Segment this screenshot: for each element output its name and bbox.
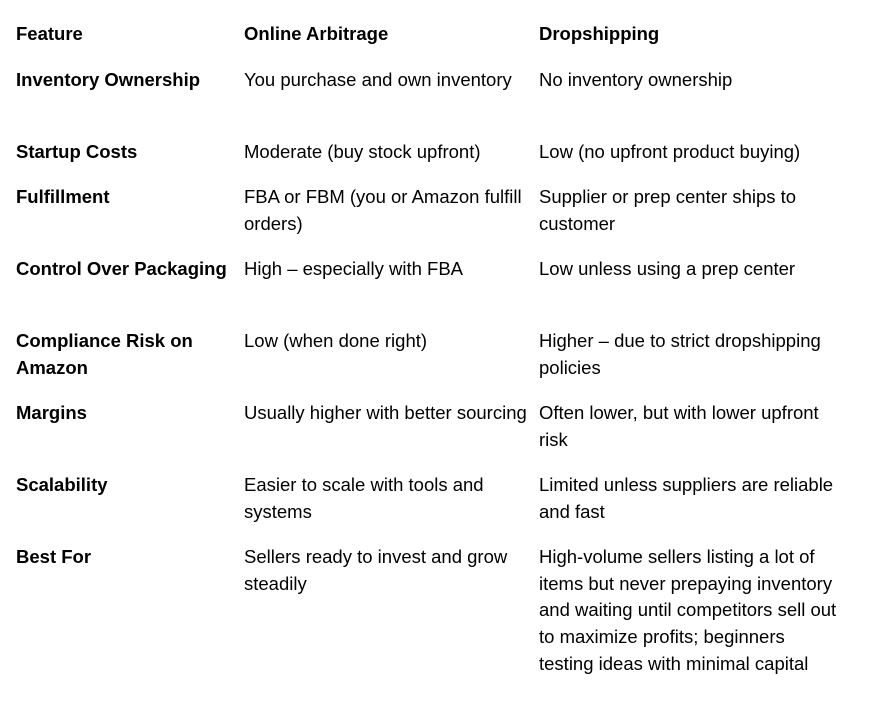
online-arbitrage-cell: Sellers ready to invest and grow steadily [244,546,508,594]
online-arbitrage-cell: Usually higher with better sourcing [244,402,527,423]
header-dropshipping: Dropshipping [539,23,660,44]
feature-cell: Fulfillment [16,186,110,207]
dropshipping-cell: High-volume sellers listing a lot of items but never prepaying inventory and waiting until competitors sell out to maximize profits; beginners testing ideas with minimal capital [539,546,837,674]
feature-cell: Best For [16,546,92,567]
online-arbitrage-cell: Easier to scale with tools and systems [244,474,484,522]
dropshipping-cell: Low (no upfront product buying) [539,141,801,162]
header-online-arbitrage: Online Arbitrage [244,23,389,44]
dropshipping-cell: Higher – due to strict dropshipping policies [539,330,821,378]
online-arbitrage-cell: High – especially with FBA [244,258,464,279]
dropshipping-cell: Supplier or prep center ships to customer [539,186,797,234]
header-feature: Feature [16,23,83,44]
dropshipping-cell: No inventory ownership [539,69,733,90]
feature-cell: Margins [16,402,87,423]
online-arbitrage-cell: You purchase and own inventory [244,69,512,90]
online-arbitrage-cell: Moderate (buy stock upfront) [244,141,481,162]
feature-cell: Control Over Packaging [16,258,227,279]
feature-cell: Scalability [16,474,108,495]
feature-cell: Inventory Ownership [16,69,201,90]
feature-cell: Compliance Risk on Amazon [16,330,193,378]
dropshipping-cell: Often lower, but with lower upfront risk [539,402,819,450]
feature-cell: Startup Costs [16,141,138,162]
dropshipping-cell: Low unless using a prep center [539,258,796,279]
online-arbitrage-cell: Low (when done right) [244,330,428,351]
dropshipping-cell: Limited unless suppliers are reliable and fast [539,474,834,522]
online-arbitrage-cell: FBA or FBM (you or Amazon fulfill orders) [244,186,522,234]
